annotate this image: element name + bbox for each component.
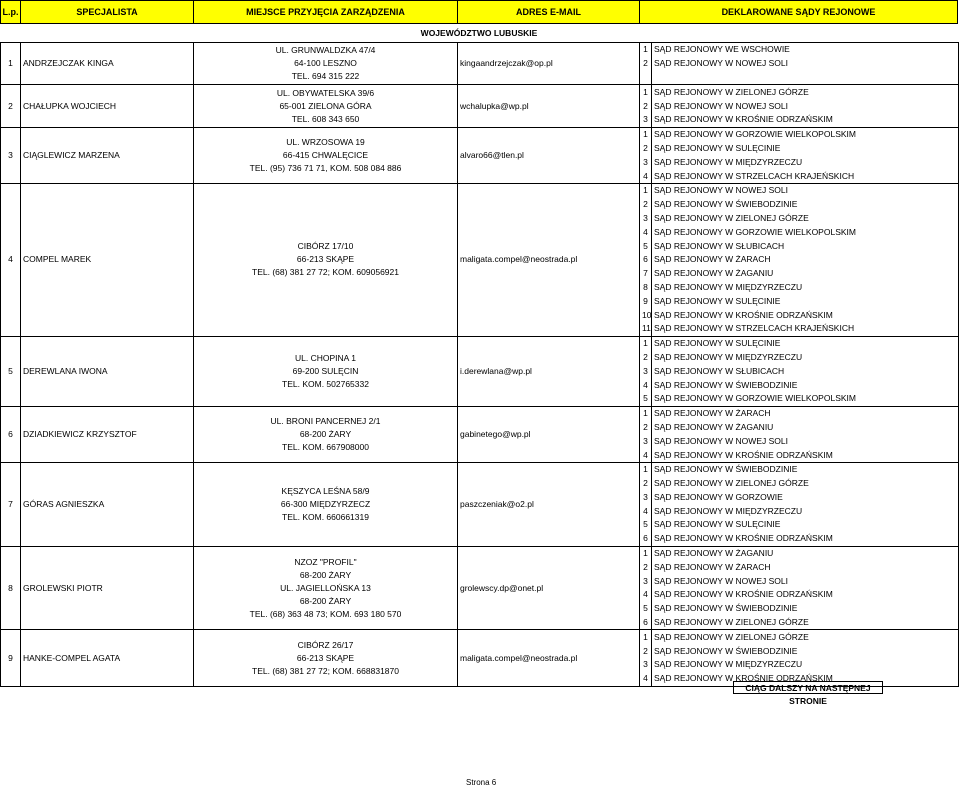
court-index: 3 <box>640 491 652 505</box>
email-link[interactable]: maligata.compel@neostrada.pl <box>458 183 640 336</box>
court-index: 1 <box>640 43 652 57</box>
entry-number: 6 <box>1 406 21 462</box>
continuation-note: CIĄG DALSZY NA NASTĘPNEJ STRONIE <box>733 681 883 694</box>
address-line: 65-001 ZIELONA GÓRA <box>279 100 372 111</box>
court-index: 6 <box>640 253 652 267</box>
specialist-name: DEREWLANA IWONA <box>21 336 194 406</box>
court-index: 1 <box>640 127 652 141</box>
entry-number: 2 <box>1 85 21 127</box>
court-name: SĄD REJONOWY W KROŚNIE ODRZAŃSKIM <box>652 588 959 602</box>
specialist-name: DZIADKIEWICZ KRZYSZTOF <box>21 406 194 462</box>
court-name: SĄD REJONOWY W GORZOWIE WIELKOPOLSKIM <box>652 392 959 406</box>
court-name: SĄD REJONOWY W SŁUBICACH <box>652 364 959 378</box>
court-index: 6 <box>640 532 652 546</box>
address-line: TEL. (68) 363 48 73; KOM. 693 180 570 <box>249 608 402 619</box>
entry-number: 4 <box>1 183 21 336</box>
address-line: TEL. 694 315 222 <box>291 71 360 82</box>
court-name: SĄD REJONOWY W GORZOWIE WIELKOPOLSKIM <box>652 127 959 141</box>
address-line: TEL. (68) 381 27 72; KOM. 609056921 <box>252 267 399 278</box>
entry-number: 3 <box>1 127 21 183</box>
court-index: 1 <box>640 183 652 197</box>
court-index: 2 <box>640 421 652 435</box>
table-row <box>1 85 959 99</box>
table-row <box>1 127 959 141</box>
court-name: SĄD REJONOWY W ŻARACH <box>652 253 959 267</box>
specialist-name: COMPEL MAREK <box>21 183 194 336</box>
address-line: 68-200 ŻARY <box>299 569 352 580</box>
email-link[interactable]: grolewscy.dp@onet.pl <box>458 546 640 630</box>
court-index: 7 <box>640 267 652 281</box>
address-line: TEL. (95) 736 71 71, KOM. 508 084 886 <box>249 162 402 173</box>
court-index: 3 <box>640 658 652 672</box>
court-index: 6 <box>640 616 652 630</box>
address-cell <box>194 546 458 630</box>
court-index: 4 <box>640 448 652 462</box>
court-name: SĄD REJONOWY W ŚWIEBODZINIE <box>652 602 959 616</box>
email-link[interactable]: paszczeniak@o2.pl <box>458 462 640 546</box>
court-index: 2 <box>640 198 652 212</box>
specialist-name: HANKE-COMPEL AGATA <box>21 630 194 686</box>
address-line: 66-300 MIĘDZYRZECZ <box>280 498 371 509</box>
court-name: SĄD REJONOWY W ŻAGANIU <box>652 421 959 435</box>
court-name: SĄD REJONOWY W ŚWIEBODZINIE <box>652 378 959 392</box>
specialist-name: ANDRZEJCZAK KINGA <box>21 43 194 85</box>
court-index: 1 <box>640 406 652 420</box>
address-line: UL. GRUNWALDZKA 47/4 <box>275 45 376 56</box>
court-index: 2 <box>640 57 652 71</box>
address-line: 66-415 CHWALĘCICE <box>282 149 369 160</box>
email-link[interactable]: i.derewlana@wp.pl <box>458 336 640 406</box>
address-line: CIBÓRZ 17/10 <box>297 241 354 252</box>
address-line: TEL. (68) 381 27 72; KOM. 668831870 <box>252 665 399 676</box>
court-name: SĄD REJONOWY W MIĘDZYRZECZU <box>652 351 959 365</box>
email-link[interactable]: maligata.compel@neostrada.pl <box>458 630 640 686</box>
address-line: CIBÓRZ 26/17 <box>297 639 354 650</box>
address-line: UL. BRONI PANCERNEJ 2/1 <box>270 415 381 426</box>
court-index: 4 <box>640 169 652 183</box>
address-line: 68-200 ŻARY <box>299 595 352 606</box>
court-index: 10 <box>640 308 652 322</box>
court-index: 5 <box>640 602 652 616</box>
region-title: WOJEWÓDZTWO LUBUSKIE <box>420 28 538 38</box>
court-index: 3 <box>640 155 652 169</box>
court-index <box>640 71 652 85</box>
court-name: SĄD REJONOWY W ZIELONEJ GÓRZE <box>652 85 959 99</box>
court-name: SĄD REJONOWY W SULĘCINIE <box>652 518 959 532</box>
address-line: UL. WRZOSOWA 19 <box>286 136 365 147</box>
court-name: SĄD REJONOWY W ŚWIEBODZINIE <box>652 462 959 476</box>
court-index: 3 <box>640 574 652 588</box>
page-footer: Strona 6 <box>466 778 497 787</box>
address-line: UL. JAGIELLOŃSKA 13 <box>280 582 371 593</box>
address-line: TEL. KOM. 667908000 <box>282 441 369 452</box>
court-name: SĄD REJONOWY W ŻAGANIU <box>652 546 959 560</box>
court-name: SĄD REJONOWY W NOWEJ SOLI <box>652 183 959 197</box>
court-name: SĄD REJONOWY W MIĘDZYRZECZU <box>652 658 959 672</box>
court-name: SĄD REJONOWY W NOWEJ SOLI <box>652 57 959 71</box>
court-name: SĄD REJONOWY W MIĘDZYRZECZU <box>652 504 959 518</box>
specialist-name: GÓRAS AGNIESZKA <box>21 462 194 546</box>
entry-number: 5 <box>1 336 21 406</box>
address-line: KĘSZYCA LEŚNA 58/9 <box>281 485 370 496</box>
address-line: 66-213 SKĄPE <box>296 254 355 265</box>
court-name: SĄD REJONOWY W SULĘCINIE <box>652 142 959 156</box>
court-index: 5 <box>640 239 652 253</box>
table-row <box>1 43 959 57</box>
address-line: TEL. KOM. 502765332 <box>282 378 369 389</box>
court-index: 4 <box>640 588 652 602</box>
court-name: SĄD REJONOWY W GORZOWIE <box>652 491 959 505</box>
entry-number: 9 <box>1 630 21 686</box>
court-name: SĄD REJONOWY W KROŚNIE ODRZAŃSKIM <box>652 308 959 322</box>
court-name: SĄD REJONOWY W ZIELONEJ GÓRZE <box>652 212 959 226</box>
court-index: 2 <box>640 99 652 113</box>
court-name: SĄD REJONOWY W SŁUBICACH <box>652 239 959 253</box>
court-index: 5 <box>640 518 652 532</box>
court-name: SĄD REJONOWY W STRZELCACH KRAJEŃSKICH <box>652 322 959 336</box>
court-name: SĄD REJONOWY W KROŚNIE ODRZAŃSKIM <box>652 113 959 127</box>
specialist-name: CIĄGLEWICZ MARZENA <box>21 127 194 183</box>
address-cell <box>194 462 458 546</box>
court-index: 3 <box>640 113 652 127</box>
address-cell <box>194 336 458 406</box>
address-line: NZOZ "PROFIL" <box>294 556 357 567</box>
court-name: SĄD REJONOWY W SULĘCINIE <box>652 294 959 308</box>
address-line: TEL. KOM. 660661319 <box>282 511 369 522</box>
table-row <box>1 546 959 560</box>
court-index: 1 <box>640 630 652 644</box>
entry-number: 1 <box>1 43 21 85</box>
email-link[interactable]: wchalupka@wp.pl <box>458 85 640 127</box>
address-cell <box>194 183 458 336</box>
entry-number: 7 <box>1 462 21 546</box>
table-row <box>1 183 959 197</box>
court-index: 4 <box>640 225 652 239</box>
email-link[interactable]: kingaandrzejczak@op.pl <box>458 43 640 85</box>
court-name: SĄD REJONOWY W NOWEJ SOLI <box>652 574 959 588</box>
email-link[interactable]: alvaro66@tlen.pl <box>458 127 640 183</box>
address-cell <box>194 85 458 127</box>
court-index: 9 <box>640 294 652 308</box>
court-index: 4 <box>640 504 652 518</box>
address-line: UL. OBYWATELSKA 39/6 <box>276 87 375 98</box>
address-line: 64-100 LESZNO <box>294 58 357 69</box>
court-name: SĄD REJONOWY W SULĘCINIE <box>652 336 959 350</box>
court-index: 11 <box>640 322 652 336</box>
table-row <box>1 336 959 350</box>
address-cell <box>194 406 458 462</box>
court-name: SĄD REJONOWY W MIĘDZYRZECZU <box>652 281 959 295</box>
court-name: SĄD REJONOWY W ŚWIEBODZINIE <box>652 644 959 658</box>
court-name: SĄD REJONOWY W MIĘDZYRZECZU <box>652 155 959 169</box>
court-name: SĄD REJONOWY W KROŚNIE ODRZAŃSKIM <box>652 672 959 686</box>
court-name: SĄD REJONOWY W ŚWIEBODZINIE <box>652 198 959 212</box>
address-line: UL. CHOPINA 1 <box>295 352 356 363</box>
court-index: 4 <box>640 672 652 686</box>
specialist-name: GROLEWSKI PIOTR <box>21 546 194 630</box>
court-index: 1 <box>640 336 652 350</box>
court-index: 8 <box>640 281 652 295</box>
specialists-table <box>0 42 959 687</box>
table-row <box>1 462 959 476</box>
header-sady: DEKLAROWANE SĄDY REJONOWE <box>721 7 876 17</box>
court-index: 2 <box>640 351 652 365</box>
court-index: 2 <box>640 477 652 491</box>
court-name: SĄD REJONOWY W ZIELONEJ GÓRZE <box>652 477 959 491</box>
court-name: SĄD REJONOWY W GORZOWIE WIELKOPOLSKIM <box>652 225 959 239</box>
address-cell <box>194 127 458 183</box>
court-index: 3 <box>640 212 652 226</box>
court-index: 1 <box>640 85 652 99</box>
header-specjalista: SPECJALISTA <box>21 1 194 23</box>
court-index: 4 <box>640 378 652 392</box>
court-name: SĄD REJONOWY W KROŚNIE ODRZAŃSKIM <box>652 448 959 462</box>
court-index: 1 <box>640 462 652 476</box>
court-name: SĄD REJONOWY W NOWEJ SOLI <box>652 434 959 448</box>
court-name: SĄD REJONOWY W ZIELONEJ GÓRZE <box>652 630 959 644</box>
court-index: 3 <box>640 364 652 378</box>
court-name: SĄD REJONOWY W STRZELCACH KRAJEŃSKICH <box>652 169 959 183</box>
address-cell <box>194 630 458 686</box>
address-line: 69-200 SULĘCIN <box>292 365 359 376</box>
court-name <box>652 71 959 85</box>
court-index: 2 <box>640 560 652 574</box>
address-line: TEL. 608 343 650 <box>291 113 360 124</box>
address-cell <box>194 43 458 85</box>
header-miejsce: MIEJSCE PRZYJĘCIA ZARZĄDZENIA <box>194 1 458 23</box>
entry-number: 8 <box>1 546 21 630</box>
court-name: SĄD REJONOWY W KROŚNIE ODRZAŃSKIM <box>652 532 959 546</box>
court-name: SĄD REJONOWY W ŻAGANIU <box>652 267 959 281</box>
court-index: 5 <box>640 392 652 406</box>
court-index: 3 <box>640 434 652 448</box>
court-index: 2 <box>640 644 652 658</box>
court-name: SĄD REJONOWY W ŻARACH <box>652 406 959 420</box>
table-header <box>0 0 958 24</box>
header-lp: L.p. <box>1 1 21 23</box>
court-name: SĄD REJONOWY W ŻARACH <box>652 560 959 574</box>
specialist-name: CHAŁUPKA WOJCIECH <box>21 85 194 127</box>
court-index: 1 <box>640 546 652 560</box>
email-link[interactable]: gabinetego@wp.pl <box>458 406 640 462</box>
court-index: 2 <box>640 142 652 156</box>
address-line: 68-200 ŻARY <box>299 428 352 439</box>
table-row <box>1 630 959 644</box>
court-name: SĄD REJONOWY W ZIELONEJ GÓRZE <box>652 616 959 630</box>
court-name: SĄD REJONOWY W NOWEJ SOLI <box>652 99 959 113</box>
court-name: SĄD REJONOWY WE WSCHOWIE <box>652 43 959 57</box>
table-row <box>1 406 959 420</box>
header-email: ADRES E-MAIL <box>458 1 640 23</box>
address-line: 66-213 SKĄPE <box>296 652 355 663</box>
